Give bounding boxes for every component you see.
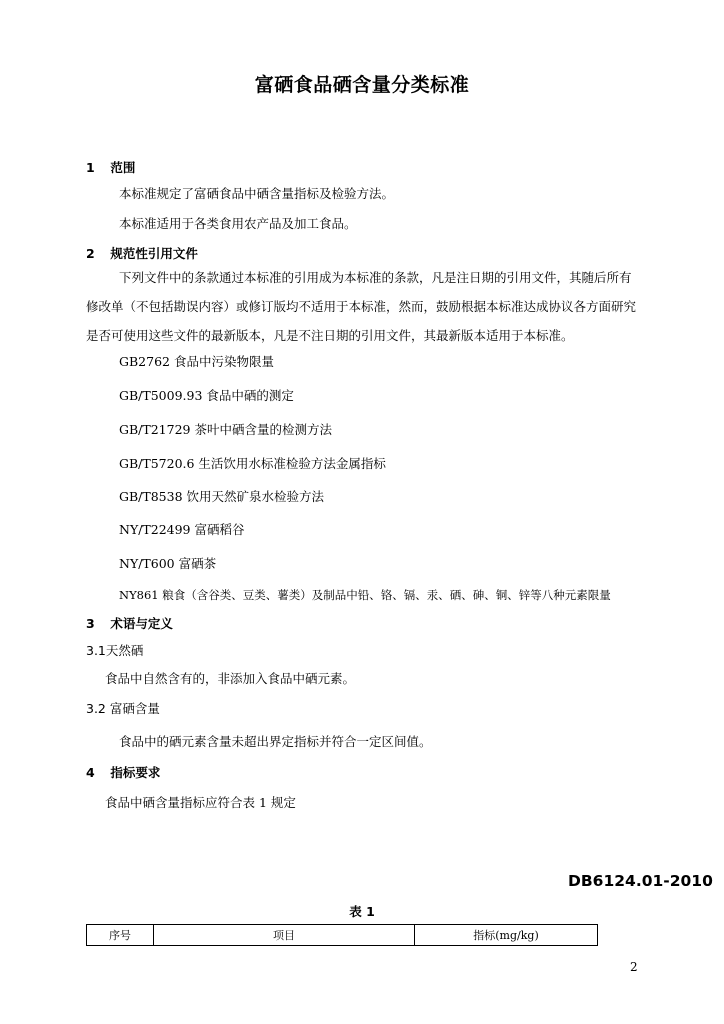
section-2-number: 2 xyxy=(86,246,95,261)
subsection-3-1-heading xyxy=(86,641,143,659)
section-2-title: 规范性引用文件 xyxy=(110,246,198,261)
section-1-title: 范围 xyxy=(110,160,136,175)
table-header-row xyxy=(87,925,598,946)
section-2-heading xyxy=(86,244,198,262)
section-3-title: 术语与定义 xyxy=(110,616,173,631)
section-1-para-2: 本标准适用于各类食用农产品及加工食品。 xyxy=(119,216,357,231)
reference-item: GB/T5720.6 生活饮用水标准检验方法金属指标 xyxy=(119,456,386,471)
page-number: 2 xyxy=(630,960,638,974)
section-1-para-1: 本标准规定了富硒食品中硒含量指标及检验方法。 xyxy=(119,186,395,201)
table-header-cell: 指标(mg/kg) xyxy=(415,925,598,946)
reference-item: NY861 粮食（含谷类、豆类、薯类）及制品中铅、铬、镉、汞、硒、砷、铜、锌等八种元素限量 xyxy=(119,588,611,602)
reference-item: GB/T8538 饮用天然矿泉水检验方法 xyxy=(119,489,325,504)
section-1-number: 1 xyxy=(86,160,95,175)
reference-item: GB/T5009.93 食品中硒的测定 xyxy=(119,388,294,403)
document-title: 富硒食品硒含量分类标准 xyxy=(254,74,470,96)
table-caption: 表 1 xyxy=(349,904,375,919)
subsection-3-2-text: 食品中的硒元素含量未超出界定指标并符合一定区间值。 xyxy=(119,734,432,749)
subsection-3-2-number: 3.2 xyxy=(86,701,106,716)
subsection-3-1-number: 3.1 xyxy=(86,643,106,658)
section-3-heading xyxy=(86,614,173,632)
subsection-3-2-title: 富硒含量 xyxy=(109,701,160,716)
reference-item: NY/T22499 富硒稻谷 xyxy=(119,522,245,537)
section-2-paragraph: 下列文件中的条款通过本标准的引用成为本标准的条款，凡是注日期的引用文件，其随后所有修改单（不包括勘误内容）或修订版均不适用于本标准，然而，鼓励根据本标准达成协议各方面研究是否可使用这些文件的最新版本，凡是不注日期的引用文件，其最新版本适用于本标准。 xyxy=(86,270,637,343)
table-header-cell: 项目 xyxy=(154,925,415,946)
reference-item: GB/T21729 茶叶中硒含量的检测方法 xyxy=(119,422,332,437)
subsection-3-1-title: 天然硒 xyxy=(105,643,144,658)
standard-number: DB6124.01-2010 xyxy=(568,872,713,890)
subsection-3-1-text: 食品中自然含有的，非添加入食品中硒元素。 xyxy=(105,671,356,686)
table-header-cell: 序号 xyxy=(87,925,154,946)
section-4-text: 食品中硒含量指标应符合表 1 规定 xyxy=(105,795,296,810)
section-4-heading xyxy=(86,763,160,781)
section-3-number: 3 xyxy=(86,616,95,631)
section-1-heading xyxy=(86,158,135,176)
section-4-title: 指标要求 xyxy=(110,765,161,780)
reference-item: GB2762 食品中污染物限量 xyxy=(119,354,274,369)
subsection-3-2-heading xyxy=(86,699,160,717)
reference-item: NY/T600 富硒茶 xyxy=(119,556,217,571)
section-4-number: 4 xyxy=(86,765,95,780)
indicator-table xyxy=(86,924,598,946)
